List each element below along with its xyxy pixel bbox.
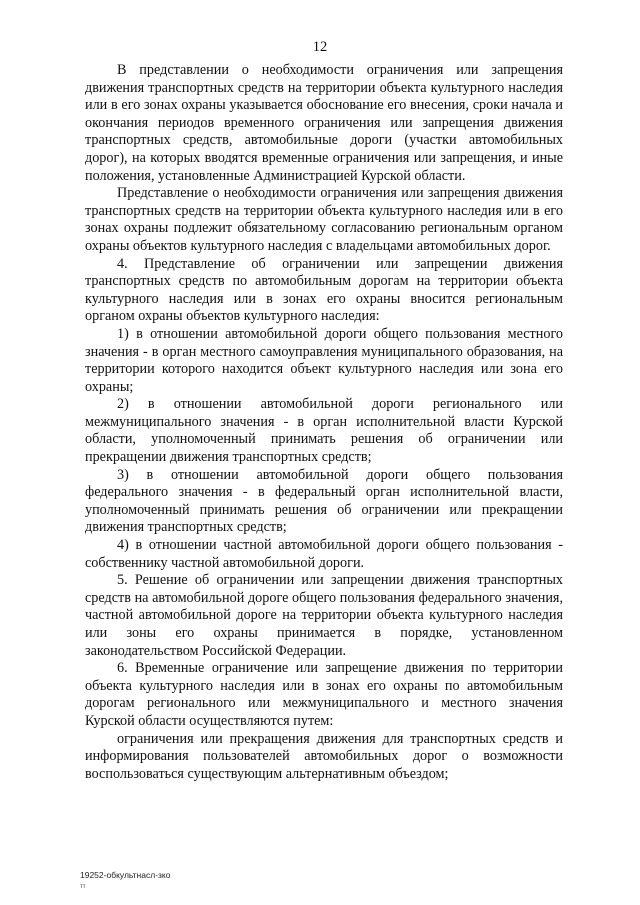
paragraph-restriction-method: ограничения или прекращения движения для транспортных средств и информирования пользователей автомобильных дорог о возможности воспользоваться существующим альтернативным объездом; (85, 730, 563, 782)
footer-mark: тт (80, 884, 86, 890)
paragraph-subitem-4: 4) в отношении частной автомобильной дороги общего пользования - собственнику частной автомобильной дороги. (85, 537, 563, 571)
paragraph-subitem-2: 2) в отношении автомобильной дороги регионального или межмуниципального значения - в орган исполнительной власти Курской области, уполномоченный принимать решения об ограничении или прекращении движения транспортных средств; (85, 396, 563, 466)
page-number: 12 (312, 39, 328, 55)
paragraph-item-5: 5. Решение об ограничении или запрещении движения транспортных средств на автомобильной дороге общего пользования федерального значения, частной автомобильной дороге на территории объекта культурного наследия или зоны его охраны принимается в порядке, установленном законодательством Российской Федерации. (85, 572, 563, 659)
paragraph-subitem-1: 1) в отношении автомобильной дороги общего пользования местного значения - в орган местного самоуправления муниципального образования, на территории которого находится объект культурного наследия или зона его охраны; (85, 325, 563, 395)
body-text (85, 62, 563, 783)
footer-document-code: 19252-обкультнасл-зко (80, 870, 171, 880)
paragraph-subitem-3: 3) в отношении автомобильной дороги общего пользования федерального значения - в федеральный орган исполнительной власти, уполномоченный принимать решения об ограничении или прекращении движения транспортных средств; (85, 466, 563, 536)
paragraph-representation-contents: В представлении о необходимости ограничения или запрещения движения транспортных средств на территории объекта культурного наследия или в его зонах охраны указывается обоснование его внесения, сроки начала и окончания периодов временного ограничения или запрещения движения транспортных средств, автомобильные дороги (участки автомобильных дорог), на которых вводятся временные ограничения или запрещения, и иные положения, установленные Администрацией Курской области. (85, 62, 563, 184)
paragraph-item-4: 4. Представление об ограничении или запрещении движения транспортных средств по автомобильным дорогам на территории объекта культурного наследия или в зонах его охраны вносится региональным органом охраны объектов культурного наследия: (85, 255, 563, 325)
paragraph-item-6: 6. Временные ограничение или запрещение движения по территории объекта культурного наследия или в зонах его охраны по автомобильным дорогам регионального или межмуниципального и местного значения Курской области осуществляются путем: (85, 660, 563, 729)
paragraph-approval: Представление о необходимости ограничения или запрещения движения транспортных средств на территории объекта культурного наследия или в его зонах охраны подлежит обязательному согласованию региональным органом охраны объектов культурного наследия с владельцами автомобильных дорог. (85, 185, 563, 254)
